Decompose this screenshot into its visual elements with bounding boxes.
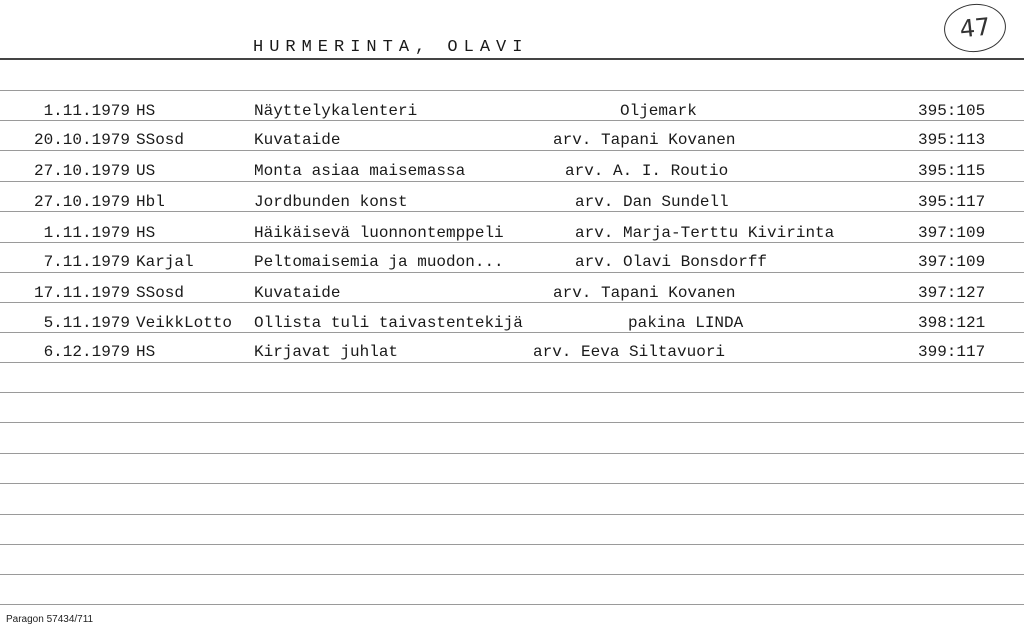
entry-row — [0, 314, 1024, 338]
entry-title: Näyttelykalenteri — [254, 102, 418, 120]
entry-date: 27.10.1979 — [33, 193, 130, 211]
header-rule — [0, 58, 1024, 60]
entry-title: Kirjavat juhlat — [254, 343, 399, 361]
entry-date: 27.10.1979 — [33, 162, 130, 180]
entry-author: arv. Olavi Bonsdorff — [575, 253, 768, 271]
entry-source: US — [136, 162, 156, 180]
card-title: HURMERINTA, OLAVI — [253, 38, 529, 57]
entry-source: HS — [136, 224, 156, 242]
entry-date: 17.11.1979 — [33, 284, 130, 302]
entry-row — [0, 131, 1024, 155]
entry-ref: 397:109 — [918, 253, 986, 271]
ruled-line — [0, 483, 1024, 484]
entry-ref: 395:105 — [918, 102, 986, 120]
entry-ref: 395:115 — [918, 162, 986, 180]
entry-source: SSosd — [136, 284, 185, 302]
ruled-line — [0, 120, 1024, 121]
entry-source: SSosd — [136, 131, 185, 149]
ruled-line — [0, 514, 1024, 515]
entry-title: Häikäisevä luonnontemppeli — [254, 224, 504, 242]
entry-source: Hbl — [136, 193, 165, 211]
ruled-line — [0, 242, 1024, 243]
entry-row — [0, 343, 1024, 367]
entry-ref: 397:109 — [918, 224, 986, 242]
entry-date: 7.11.1979 — [43, 253, 130, 271]
entry-row — [0, 102, 1024, 126]
entry-source: HS — [136, 343, 156, 361]
ruled-line — [0, 362, 1024, 363]
entry-source: VeikkLotto — [136, 314, 233, 332]
entry-author: arv. Tapani Kovanen — [553, 284, 736, 302]
entry-author: arv. Eeva Siltavuori — [533, 343, 726, 361]
entry-row — [0, 284, 1024, 308]
ruled-line — [0, 422, 1024, 423]
ruled-line — [0, 272, 1024, 273]
entry-date: 1.11.1979 — [43, 102, 130, 120]
entry-source: Karjal — [136, 253, 194, 271]
entry-title: Kuvataide — [254, 284, 341, 302]
ruled-line — [0, 211, 1024, 212]
entry-row — [0, 224, 1024, 248]
ruled-line — [0, 392, 1024, 393]
entry-row — [0, 253, 1024, 277]
entry-date: 20.10.1979 — [33, 131, 130, 149]
entry-ref: 395:113 — [918, 131, 986, 149]
entry-date: 1.11.1979 — [43, 224, 130, 242]
card-number-badge: 47 — [942, 1, 1009, 55]
entry-title: Ollista tuli taivastentekijä — [254, 314, 523, 332]
entry-date: 5.11.1979 — [43, 314, 130, 332]
entry-author: arv. Tapani Kovanen — [553, 131, 736, 149]
ruled-line — [0, 544, 1024, 545]
entry-row — [0, 162, 1024, 186]
entry-ref: 397:127 — [918, 284, 986, 302]
entry-author: arv. Dan Sundell — [575, 193, 729, 211]
entry-author: Oljemark — [620, 102, 697, 120]
ruled-line — [0, 181, 1024, 182]
entry-author: pakina LINDA — [628, 314, 744, 332]
ruled-line — [0, 302, 1024, 303]
card-footer: Paragon 57434/711 — [6, 614, 94, 625]
entry-title: Monta asiaa maisemassa — [254, 162, 466, 180]
ruled-line — [0, 604, 1024, 605]
entry-date: 6.12.1979 — [43, 343, 130, 361]
ruled-line — [0, 574, 1024, 575]
entry-source: HS — [136, 102, 156, 120]
ruled-line — [0, 453, 1024, 454]
entry-ref: 398:121 — [918, 314, 986, 332]
entry-author: arv. Marja-Terttu Kivirinta — [575, 224, 835, 242]
entry-ref: 399:117 — [918, 343, 986, 361]
entry-row — [0, 193, 1024, 217]
entry-title: Kuvataide — [254, 131, 341, 149]
ruled-line — [0, 332, 1024, 333]
entry-ref: 395:117 — [918, 193, 986, 211]
entry-author: arv. A. I. Routio — [565, 162, 729, 180]
ruled-line — [0, 90, 1024, 91]
ruled-line — [0, 150, 1024, 151]
entry-title: Jordbunden konst — [254, 193, 408, 211]
entry-title: Peltomaisemia ja muodon... — [254, 253, 504, 271]
